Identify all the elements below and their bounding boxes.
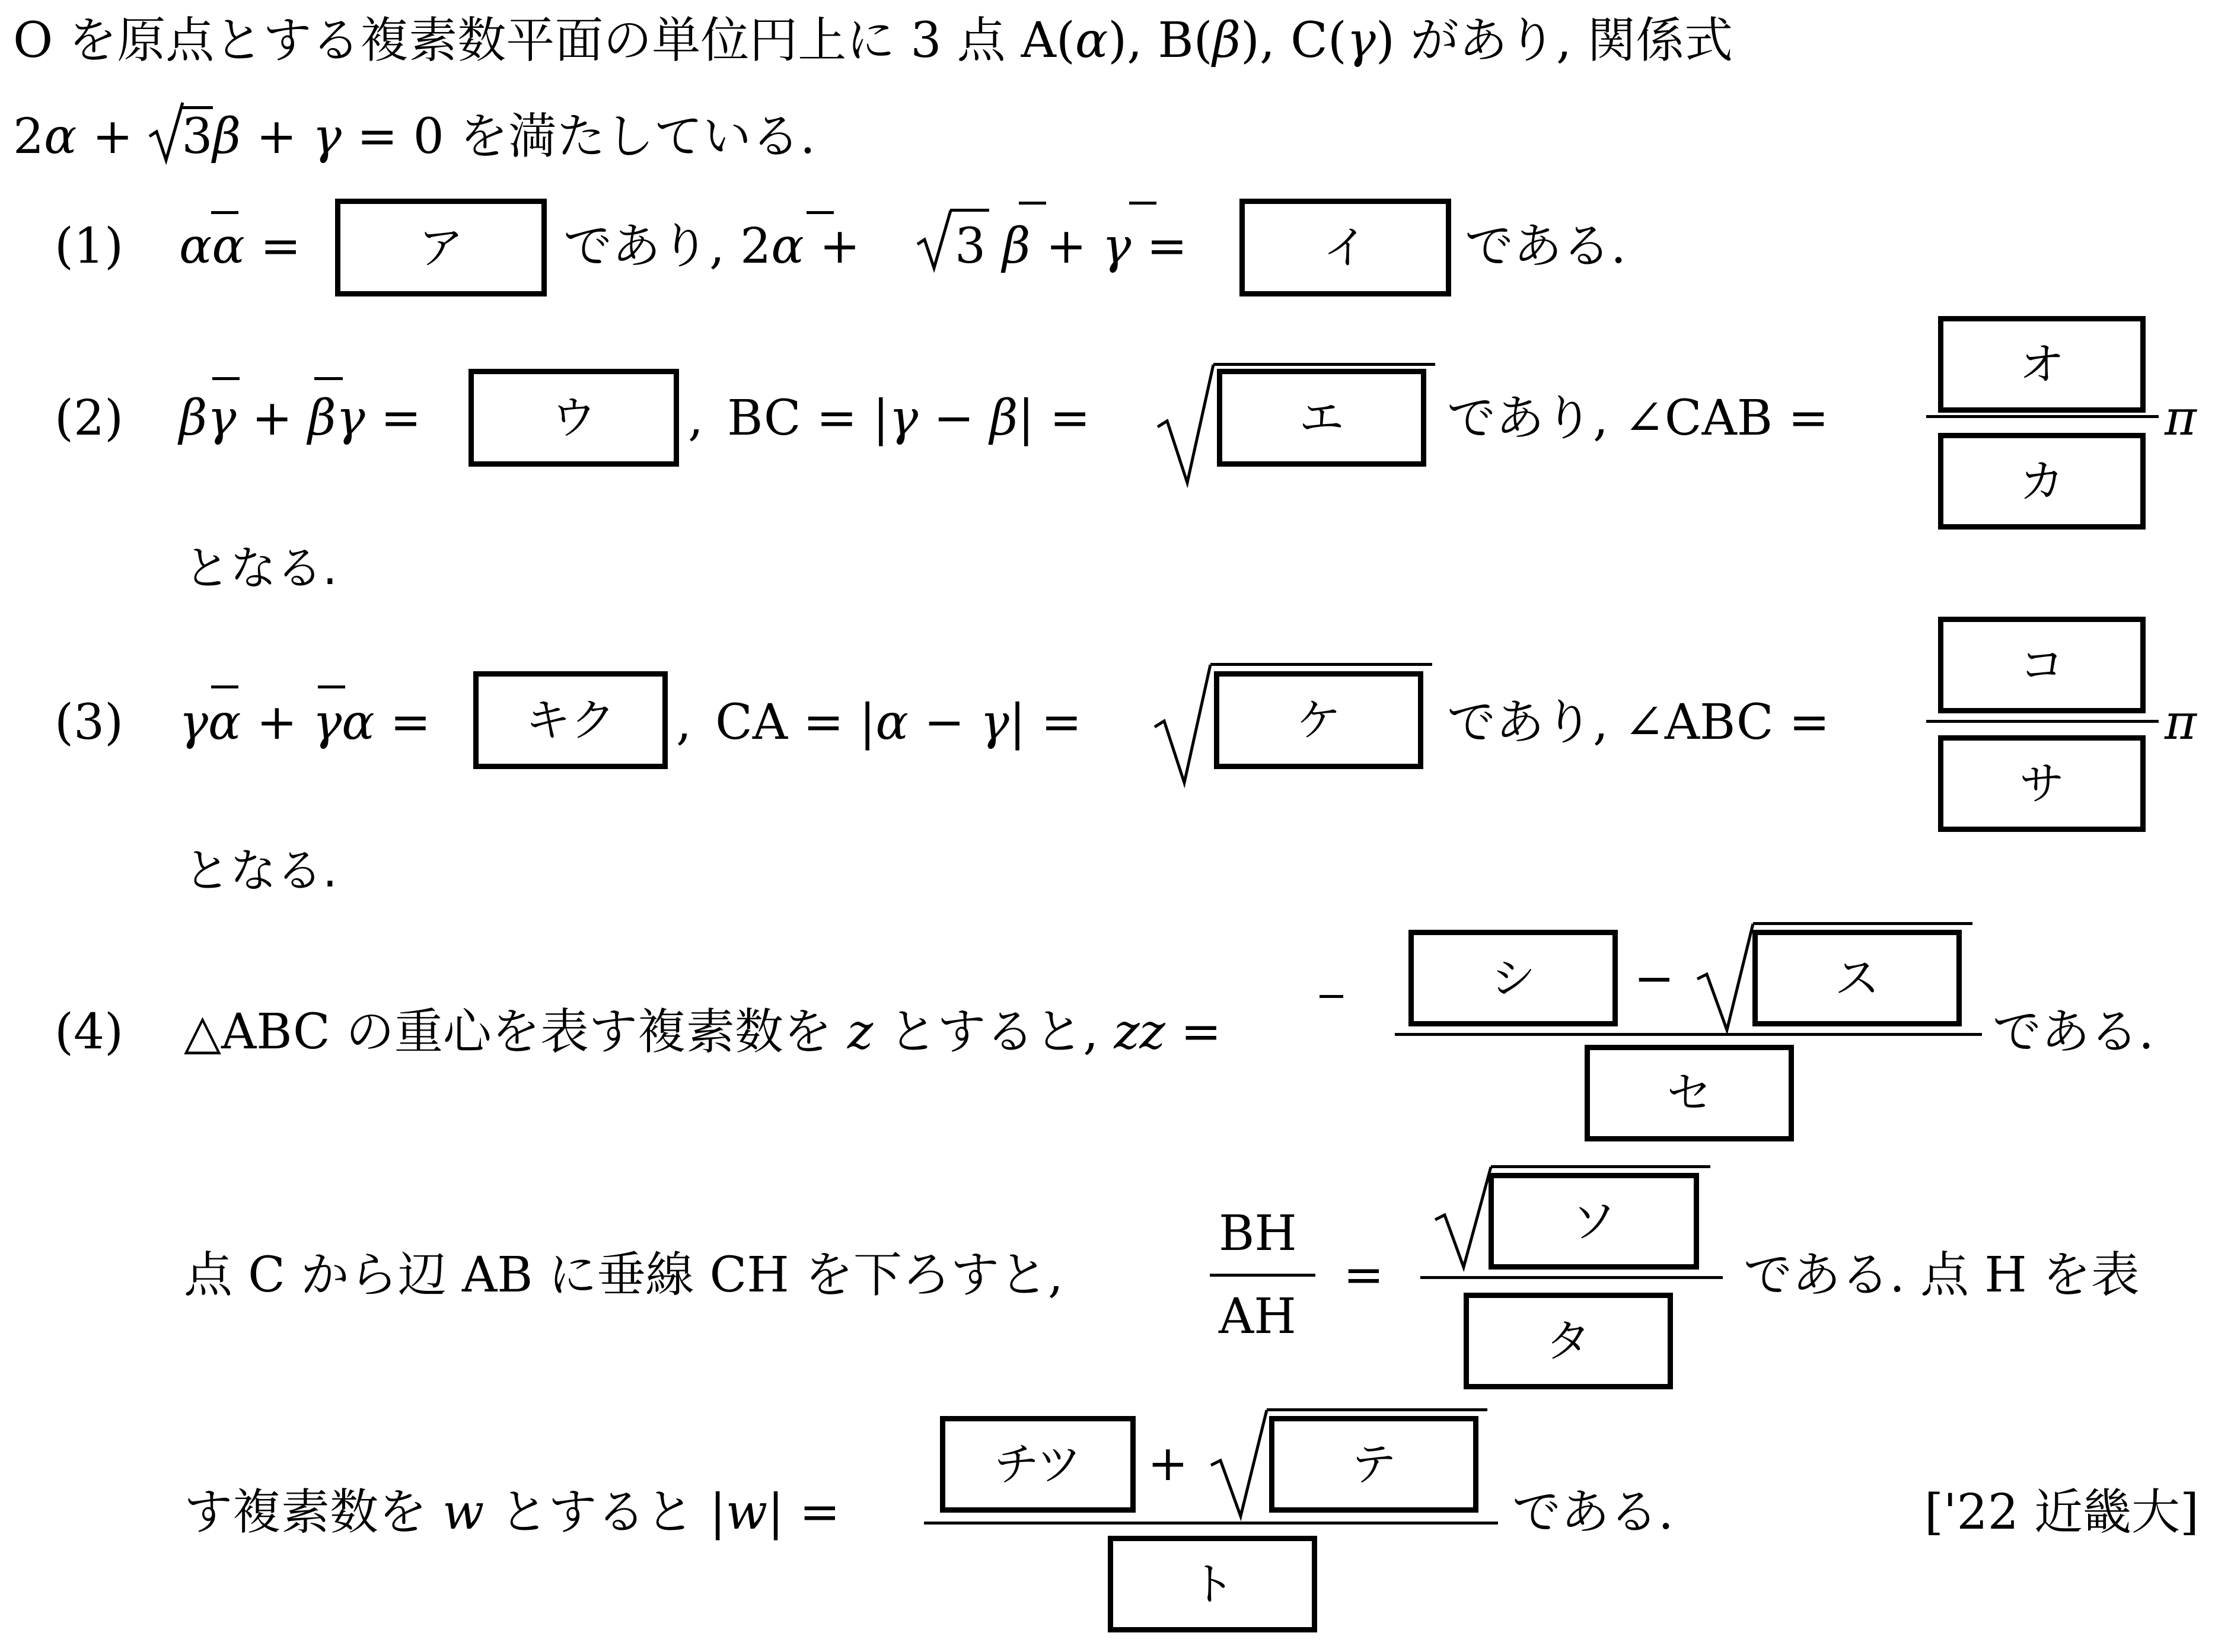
- question-2-angle: であり, ∠CAB =: [1447, 390, 1829, 447]
- answer-box-ke[interactable]: ケ: [1214, 671, 1423, 769]
- pi-symbol: π: [2165, 694, 2197, 751]
- radical-overline: [950, 209, 989, 212]
- answer-box-chitsu[interactable]: チツ: [940, 1416, 1136, 1513]
- intro-text: ) があり, 関係式: [1375, 12, 1733, 69]
- intro-line-1: [13, 12, 1733, 69]
- gamma-symbol: γ: [1346, 12, 1376, 69]
- radical-sign: [148, 101, 184, 165]
- question-4-line-2-end: である. 点 H を表: [1744, 1247, 2140, 1303]
- fraction-bar: [924, 1522, 1498, 1525]
- question-2-continuation: となる.: [184, 542, 337, 595]
- answer-box-sa[interactable]: サ: [1938, 735, 2146, 832]
- question-3-continuation: となる.: [184, 844, 337, 898]
- answer-box-su[interactable]: ス: [1752, 930, 1962, 1026]
- conjugate-bar: [318, 685, 345, 688]
- fraction-bar: [1420, 1276, 1723, 1279]
- beta-symbol: β: [1212, 12, 1241, 69]
- question-4-line-3-end: である.: [1512, 1484, 1674, 1541]
- answer-box-ta[interactable]: タ: [1464, 1293, 1673, 1389]
- conjugate-bar: [807, 211, 834, 214]
- intro-line-2: 2α + 3β + γ = 0 を満たしている.: [13, 113, 815, 161]
- question-2-number: (2): [55, 390, 124, 447]
- question-1-middle: であり, 2α +: [563, 218, 860, 275]
- question-1-number: (1): [55, 218, 124, 275]
- fraction-bar: [1926, 415, 2159, 418]
- question-3-lhs: γα + γα =: [179, 694, 431, 751]
- radical-overline: [1267, 1408, 1487, 1411]
- intro-text: O を原点とする複素数平面の単位円上に 3 点 A(: [13, 12, 1075, 69]
- answer-box-u[interactable]: ウ: [469, 369, 679, 467]
- question-1-sum: 3 β + γ =: [955, 218, 1188, 275]
- question-3-ca: , CA = |α − γ| =: [676, 694, 1082, 751]
- conjugate-bar: [314, 377, 343, 380]
- answer-box-to[interactable]: ト: [1108, 1536, 1317, 1632]
- alpha-symbol: α: [1075, 12, 1108, 69]
- ah-denominator: AH: [1219, 1289, 1296, 1345]
- intro-text: ), B(: [1108, 12, 1213, 69]
- question-3-angle: であり, ∠ABC =: [1447, 694, 1830, 751]
- radical-sign: [1434, 1165, 1492, 1272]
- answer-box-ka[interactable]: カ: [1938, 433, 2146, 530]
- equals-sign: =: [1343, 1247, 1384, 1303]
- radical-overline: [1491, 1165, 1710, 1168]
- conjugate-bar: [211, 211, 238, 214]
- conjugate-bar: [211, 685, 238, 688]
- answer-box-se[interactable]: セ: [1585, 1045, 1794, 1141]
- plus-sign: +: [1148, 1436, 1188, 1492]
- radical-overline: [1753, 922, 1972, 925]
- radical-sign: [916, 209, 952, 273]
- radical-sign: [1696, 922, 1754, 1035]
- answer-box-shi[interactable]: シ: [1408, 930, 1618, 1026]
- fraction-bar: [1926, 720, 2159, 723]
- question-4-line-1: △ABC の重心を表す複素数を z とすると, zz =: [184, 1004, 1222, 1060]
- bh-numerator: BH: [1219, 1205, 1297, 1262]
- question-2-lhs: βγ + βγ =: [179, 390, 422, 447]
- radical-sign: [1210, 1408, 1268, 1521]
- question-2-bc: , BC = |γ − β| =: [688, 390, 1091, 447]
- answer-box-o[interactable]: オ: [1938, 316, 2146, 413]
- question-4-number: (4): [55, 1004, 124, 1060]
- conjugate-bar: [1129, 202, 1156, 205]
- relation-text: 2: [13, 109, 44, 165]
- question-4-line-1-end: である.: [1993, 1004, 2155, 1060]
- radical-overline: [1213, 363, 1435, 366]
- answer-box-i[interactable]: イ: [1239, 199, 1451, 296]
- question-4-line-2: 点 C から辺 AB に垂線 CH を下ろすと,: [184, 1247, 1063, 1303]
- answer-box-e[interactable]: エ: [1217, 369, 1426, 467]
- question-1-end: である.: [1465, 218, 1627, 275]
- fraction-bar: [1395, 1033, 1982, 1036]
- answer-box-kiku[interactable]: キク: [473, 671, 668, 769]
- sqrt3: 3: [148, 113, 212, 161]
- answer-box-ko[interactable]: コ: [1938, 617, 2146, 713]
- answer-box-te[interactable]: テ: [1269, 1416, 1478, 1513]
- radical-overline: [1210, 663, 1432, 666]
- conjugate-bar: [1320, 995, 1343, 998]
- source-citation: ['22 近畿大]: [1924, 1484, 2199, 1541]
- answer-box-so[interactable]: ソ: [1489, 1173, 1699, 1270]
- conjugate-bar: [1019, 202, 1046, 205]
- conjugate-bar: [212, 377, 240, 380]
- radical-sign: [1156, 363, 1215, 487]
- question-4-line-3: す複素数を w とすると |w| =: [184, 1484, 840, 1541]
- radical-sign: [1153, 663, 1212, 787]
- question-3-number: (3): [55, 694, 124, 751]
- pi-symbol: π: [2165, 390, 2197, 447]
- question-1-lhs: αα =: [179, 218, 301, 275]
- intro-text: ), C(: [1241, 12, 1347, 69]
- minus-sign: −: [1634, 951, 1675, 1007]
- fraction-bar: [1210, 1274, 1315, 1277]
- answer-box-a[interactable]: ア: [335, 199, 547, 296]
- alpha-conjugate: α: [212, 218, 245, 275]
